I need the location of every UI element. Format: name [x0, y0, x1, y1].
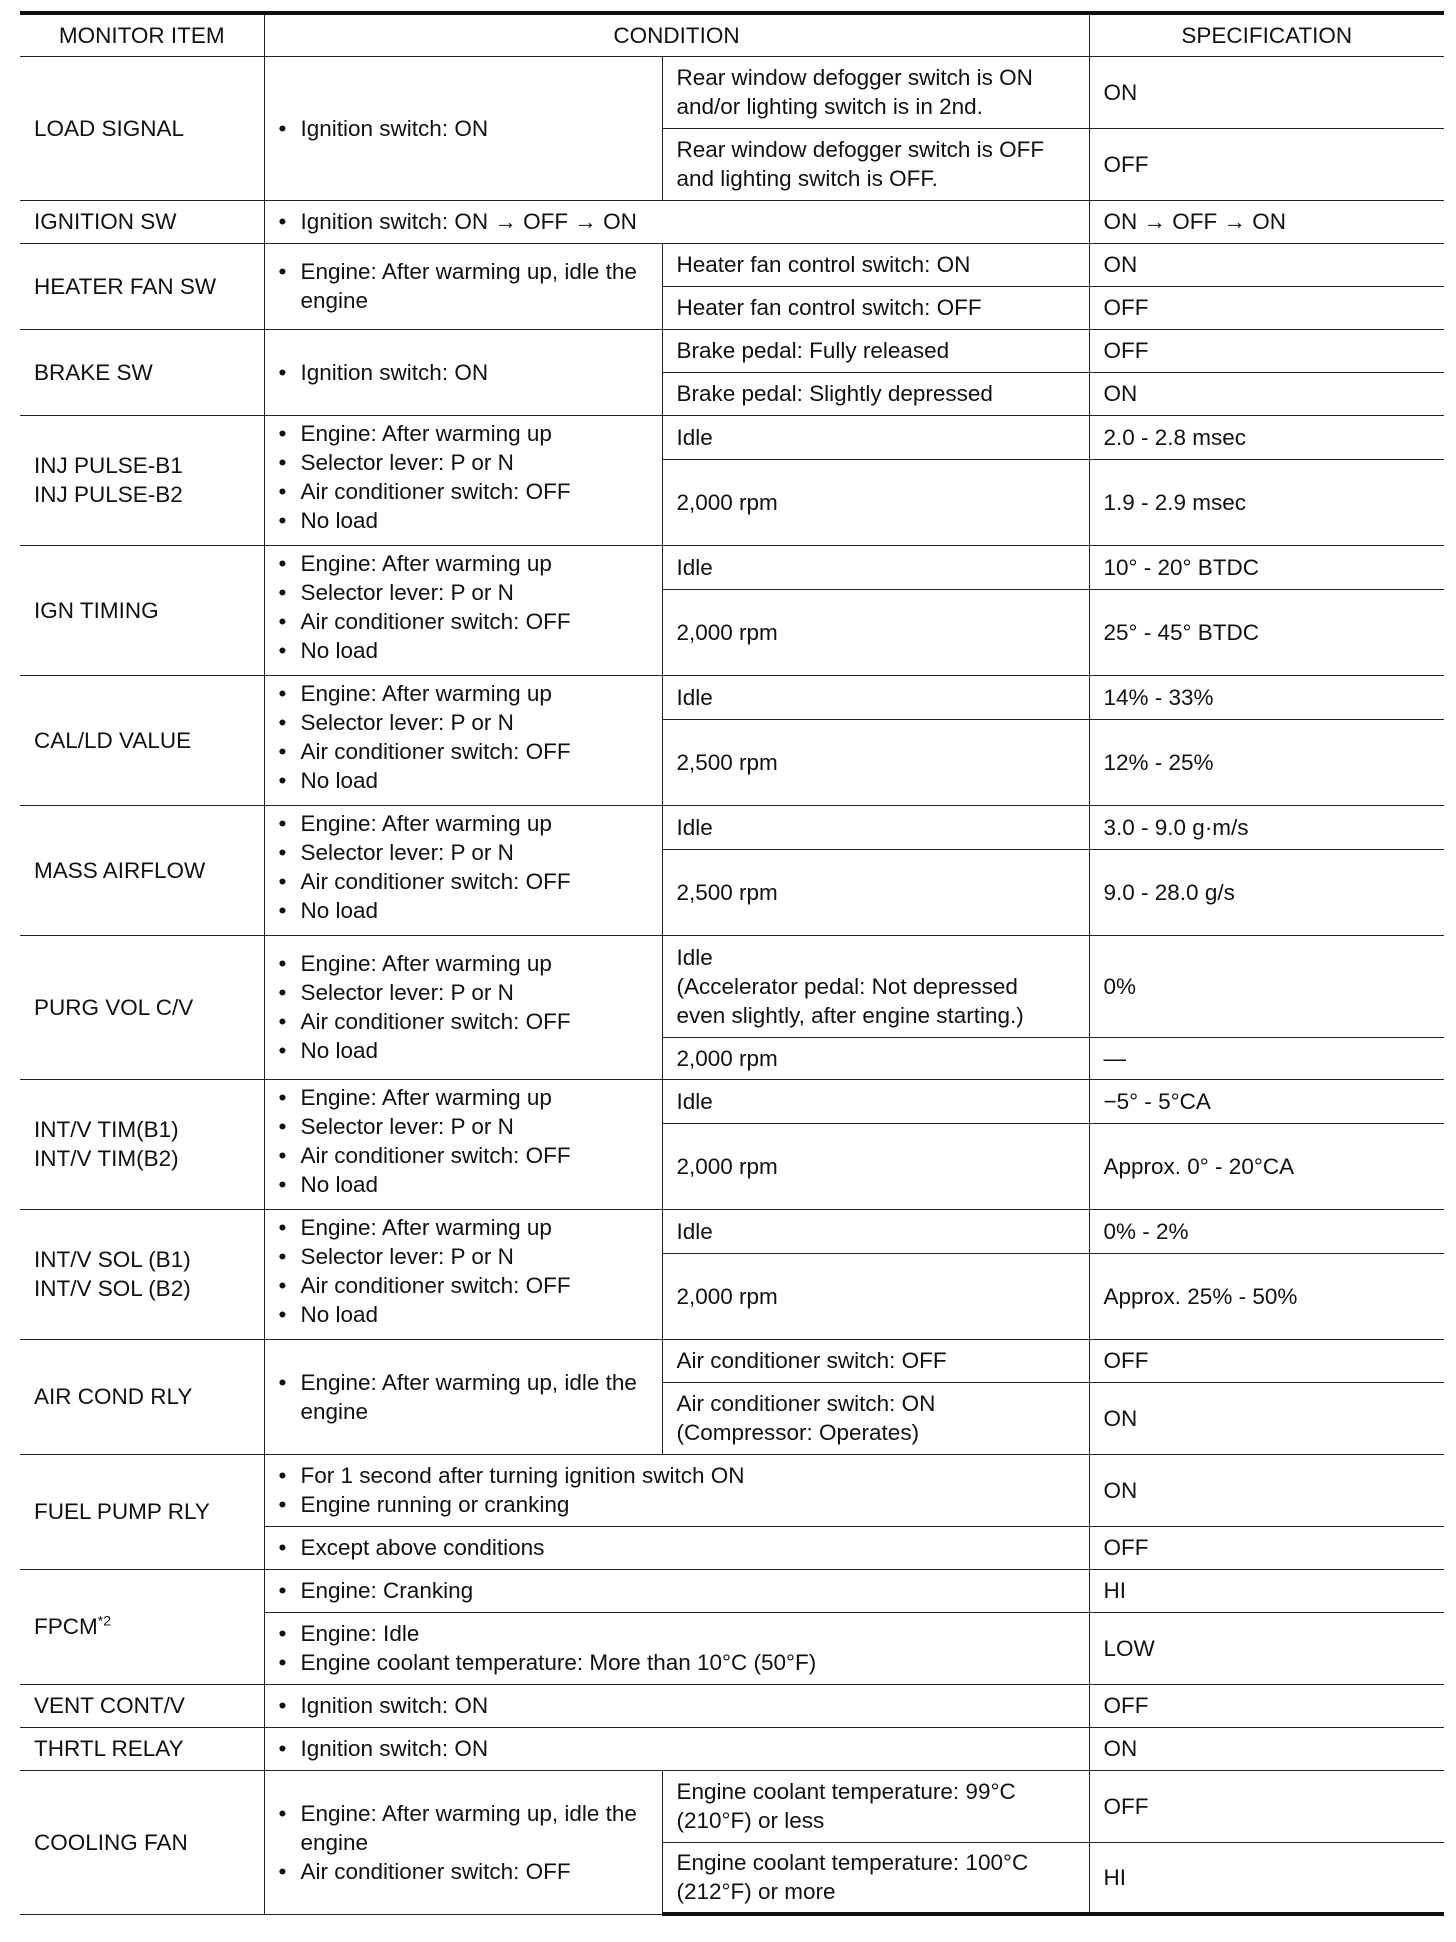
condition-bullet: • Ignition switch: ON — [301, 1691, 1075, 1720]
condition-main — [264, 1684, 1089, 1727]
condition-bullet: • Selector lever: P or N — [301, 578, 648, 607]
specification: 0% - 2% — [1089, 1209, 1444, 1253]
specification: ON — [1089, 1454, 1444, 1526]
specification: ON — [1089, 1727, 1444, 1770]
condition-main — [264, 1727, 1089, 1770]
condition-sub: 2,500 rpm — [662, 849, 1089, 935]
condition-bullet: • Selector lever: P or N — [301, 448, 648, 477]
header-monitor-item: MONITOR ITEM — [20, 13, 264, 56]
condition-bullet: • Ignition switch: ON — [301, 1734, 1075, 1763]
specification: OFF — [1089, 1684, 1444, 1727]
specification: OFF — [1089, 128, 1444, 200]
condition-sub: 2,000 rpm — [662, 1253, 1089, 1339]
condition-sub: Heater fan control switch: ON — [662, 243, 1089, 286]
condition-bullet: • Selector lever: P or N — [301, 978, 648, 1007]
specification: 25° - 45° BTDC — [1089, 589, 1444, 675]
monitor-item: COOLING FAN — [20, 1770, 264, 1914]
condition-bullet: • No load — [301, 896, 648, 925]
specification: 14% - 33% — [1089, 675, 1444, 719]
condition-main — [264, 1569, 1089, 1612]
condition-sub: 2,500 rpm — [662, 719, 1089, 805]
monitor-item: PURG VOL C/V — [20, 935, 264, 1079]
condition-main — [264, 200, 1089, 243]
monitor-item: MASS AIRFLOW — [20, 805, 264, 935]
condition-sub: Rear window defogger switch is ON and/or lighting switch is in 2nd. — [662, 56, 1089, 128]
condition-main — [264, 935, 662, 1079]
specification: OFF — [1089, 1526, 1444, 1569]
specification: LOW — [1089, 1612, 1444, 1684]
monitor-item: CAL/LD VALUE — [20, 675, 264, 805]
condition-bullet: • Engine: After warming up, idle the engine — [301, 1368, 648, 1426]
condition-sub: Engine coolant temperature: 100°C (212°F) or more — [662, 1842, 1089, 1914]
specification: OFF — [1089, 286, 1444, 329]
header-specification: SPECIFICATION — [1089, 13, 1444, 56]
specification: HI — [1089, 1842, 1444, 1914]
condition-main — [264, 56, 662, 200]
specification: OFF — [1089, 1339, 1444, 1382]
specification: 10° - 20° BTDC — [1089, 545, 1444, 589]
condition-sub: Idle — [662, 545, 1089, 589]
condition-sub: Brake pedal: Slightly depressed — [662, 372, 1089, 415]
condition-sub: Air conditioner switch: ON (Compressor: Operates) — [662, 1382, 1089, 1454]
table-row — [20, 1569, 1444, 1612]
condition-main — [264, 329, 662, 415]
table-row — [20, 200, 1444, 243]
monitor-item: BRAKE SW — [20, 329, 264, 415]
condition-bullet: • No load — [301, 1170, 648, 1199]
monitor-item-label: FPCM — [34, 1614, 98, 1639]
condition-bullet: • Air conditioner switch: OFF — [301, 477, 648, 506]
condition-sub: Heater fan control switch: OFF — [662, 286, 1089, 329]
monitor-item — [20, 1569, 264, 1684]
condition-bullet: • Engine running or cranking — [301, 1490, 1075, 1519]
condition-sub: 2,000 rpm — [662, 1123, 1089, 1209]
condition-bullet: • Engine: Cranking — [301, 1576, 1075, 1605]
condition-bullet: • Air conditioner switch: OFF — [301, 1141, 648, 1170]
table-row — [20, 1684, 1444, 1727]
specification: −5° - 5°CA — [1089, 1079, 1444, 1123]
condition-bullet: • Air conditioner switch: OFF — [301, 607, 648, 636]
condition-bullet: • Selector lever: P or N — [301, 1112, 648, 1141]
monitor-item: FUEL PUMP RLY — [20, 1454, 264, 1569]
condition-sub: 2,000 rpm — [662, 459, 1089, 545]
monitor-item: VENT CONT/V — [20, 1684, 264, 1727]
specification: ON — [1089, 56, 1444, 128]
condition-bullet: • Selector lever: P or N — [301, 838, 648, 867]
table-row — [20, 675, 1444, 719]
condition-bullet: • Air conditioner switch: OFF — [301, 1271, 648, 1300]
header-condition: CONDITION — [264, 13, 1089, 56]
monitor-item: INJ PULSE-B1 INJ PULSE-B2 — [20, 415, 264, 545]
condition-bullet: • Engine: After warming up — [301, 419, 648, 448]
specification: 0% — [1089, 935, 1444, 1037]
table-row — [20, 329, 1444, 372]
condition-sub: Idle — [662, 1209, 1089, 1253]
table-row — [20, 935, 1444, 1037]
condition-sub: Idle — [662, 415, 1089, 459]
monitor-spec-table — [20, 11, 1444, 1916]
specification: OFF — [1089, 329, 1444, 372]
condition-sub: Air conditioner switch: OFF — [662, 1339, 1089, 1382]
specification: — — [1089, 1037, 1444, 1079]
specification: OFF — [1089, 1770, 1444, 1842]
condition-bullet: • Air conditioner switch: OFF — [301, 1857, 648, 1886]
table-row — [20, 1339, 1444, 1382]
condition-bullet: • Engine coolant temperature: More than 10°C (50°F) — [301, 1648, 1075, 1677]
condition-bullet: • Ignition switch: ON — [301, 358, 648, 387]
monitor-item: IGN TIMING — [20, 545, 264, 675]
condition-bullet: • Engine: After warming up, idle the engine — [301, 1799, 648, 1857]
condition-main — [264, 1612, 1089, 1684]
monitor-item: AIR COND RLY — [20, 1339, 264, 1454]
specification: 12% - 25% — [1089, 719, 1444, 805]
table-row — [20, 1770, 1444, 1842]
monitor-item: HEATER FAN SW — [20, 243, 264, 329]
condition-bullet: • Engine: After warming up — [301, 809, 648, 838]
specification: HI — [1089, 1569, 1444, 1612]
condition-sub: Rear window defogger switch is OFF and lighting switch is OFF. — [662, 128, 1089, 200]
table-row — [20, 1209, 1444, 1253]
condition-bullet: • For 1 second after turning ignition switch ON — [301, 1461, 1075, 1490]
table-row — [20, 56, 1444, 128]
table-row — [20, 545, 1444, 589]
condition-main — [264, 1770, 662, 1914]
condition-sub: 2,000 rpm — [662, 589, 1089, 675]
condition-bullet: • Except above conditions — [301, 1533, 1075, 1562]
condition-bullet: • Engine: After warming up — [301, 1213, 648, 1242]
specification: Approx. 25% - 50% — [1089, 1253, 1444, 1339]
specification: ON — [1089, 243, 1444, 286]
specification: 2.0 - 2.8 msec — [1089, 415, 1444, 459]
condition-sub: Brake pedal: Fully released — [662, 329, 1089, 372]
condition-main — [264, 415, 662, 545]
monitor-item: INT/V TIM(B1) INT/V TIM(B2) — [20, 1079, 264, 1209]
condition-bullet: • Engine: After warming up — [301, 1083, 648, 1112]
condition-bullet: • Engine: Idle — [301, 1619, 1075, 1648]
specification: 9.0 - 28.0 g/s — [1089, 849, 1444, 935]
condition-bullet: • Ignition switch: ON → OFF → ON — [301, 207, 1075, 236]
condition-main — [264, 1209, 662, 1339]
monitor-item: LOAD SIGNAL — [20, 56, 264, 200]
specification: Approx. 0° - 20°CA — [1089, 1123, 1444, 1209]
specification: 1.9 - 2.9 msec — [1089, 459, 1444, 545]
monitor-item: IGNITION SW — [20, 200, 264, 243]
specification: ON — [1089, 372, 1444, 415]
condition-sub: Idle — [662, 1079, 1089, 1123]
condition-main — [264, 1526, 1089, 1569]
condition-main — [264, 545, 662, 675]
table-row — [20, 1727, 1444, 1770]
condition-bullet: • No load — [301, 1300, 648, 1329]
condition-sub: 2,000 rpm — [662, 1037, 1089, 1079]
condition-bullet: • Selector lever: P or N — [301, 708, 648, 737]
table-row — [20, 1079, 1444, 1123]
monitor-item: THRTL RELAY — [20, 1727, 264, 1770]
table-row — [20, 415, 1444, 459]
condition-bullet: • Air conditioner switch: OFF — [301, 1007, 648, 1036]
condition-sub: Idle — [662, 675, 1089, 719]
page — [20, 11, 1444, 1916]
specification: ON — [1089, 1382, 1444, 1454]
header-row — [20, 13, 1444, 56]
condition-main — [264, 805, 662, 935]
specification: 3.0 - 9.0 g·m/s — [1089, 805, 1444, 849]
condition-bullet: • Engine: After warming up, idle the engine — [301, 257, 648, 315]
condition-bullet: • Engine: After warming up — [301, 679, 648, 708]
monitor-item: INT/V SOL (B1) INT/V SOL (B2) — [20, 1209, 264, 1339]
condition-bullet: • No load — [301, 1036, 648, 1065]
table-row — [20, 243, 1444, 286]
condition-sub: Idle (Accelerator pedal: Not depressed even slightly, after engine starting.) — [662, 935, 1089, 1037]
condition-bullet: • Air conditioner switch: OFF — [301, 737, 648, 766]
condition-sub: Engine coolant temperature: 99°C (210°F) or less — [662, 1770, 1089, 1842]
condition-bullet: • Ignition switch: ON — [301, 114, 648, 143]
condition-bullet: • No load — [301, 766, 648, 795]
footnote-ref: *2 — [97, 1612, 111, 1629]
condition-bullet: • Air conditioner switch: OFF — [301, 867, 648, 896]
condition-main — [264, 1079, 662, 1209]
condition-bullet: • Engine: After warming up — [301, 949, 648, 978]
condition-sub: Idle — [662, 805, 1089, 849]
condition-main — [264, 243, 662, 329]
condition-main — [264, 1339, 662, 1454]
table-row — [20, 1454, 1444, 1526]
table-row — [20, 805, 1444, 849]
condition-main — [264, 675, 662, 805]
specification: ON → OFF → ON — [1089, 200, 1444, 243]
condition-main — [264, 1454, 1089, 1526]
condition-bullet: • No load — [301, 506, 648, 535]
condition-bullet: • Engine: After warming up — [301, 549, 648, 578]
condition-bullet: • No load — [301, 636, 648, 665]
condition-bullet: • Selector lever: P or N — [301, 1242, 648, 1271]
